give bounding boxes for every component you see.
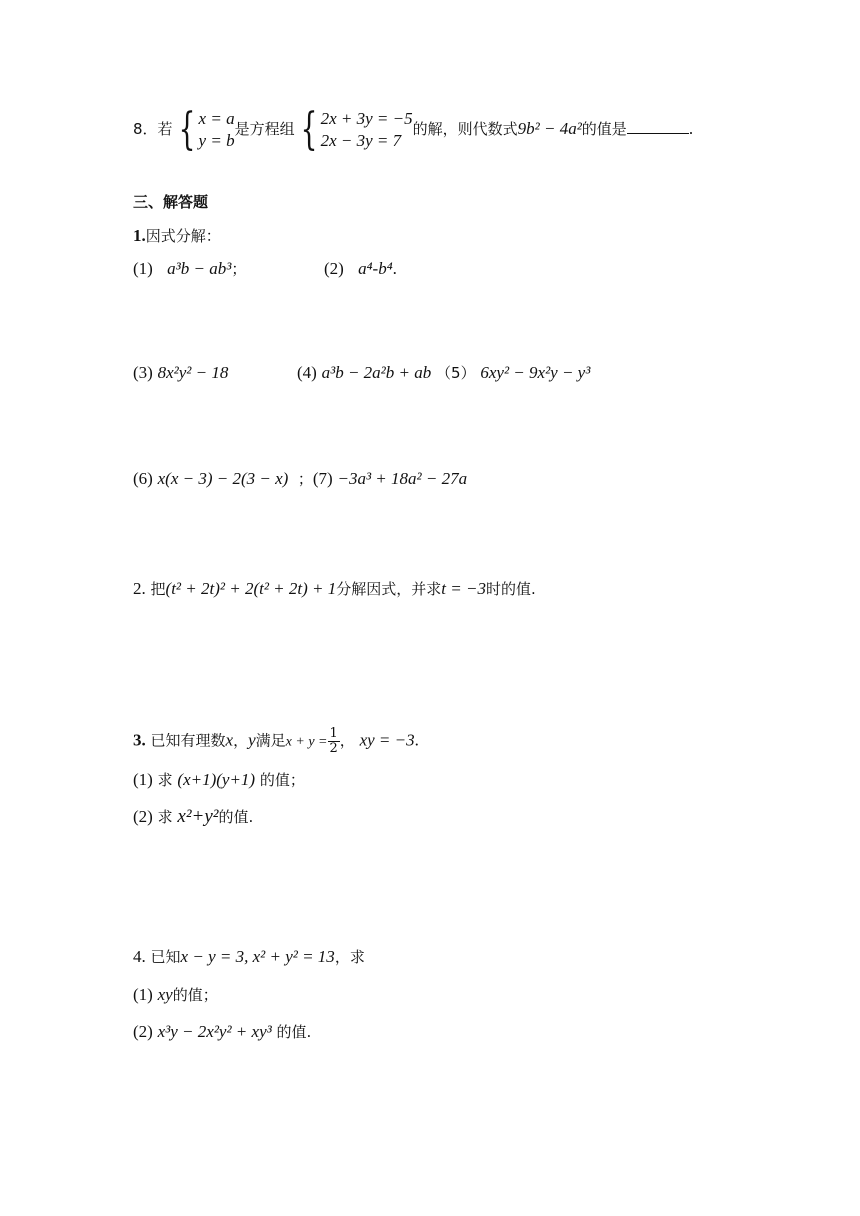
p1-item3-label: (3) [133,363,153,382]
p3-s2-expr: x²+y² [177,806,219,827]
problem-3 [133,727,419,759]
p1-item4-label: (4) [297,363,317,382]
p3-comma: ， [233,731,249,750]
p3-var-y: y [248,730,256,750]
p2-end: 时的值. [485,580,536,598]
p4-cond: x − y = 3, x² + y² = 13 [180,947,335,966]
p1-item6-label: (6) [133,469,153,488]
p3-pre: 已知有理数 [150,731,226,750]
p3-cond2: xy = −3 [359,730,415,750]
q8-expr: 9b² − 4a² [517,119,582,138]
p3-s2-end: 的值. [218,808,254,826]
p3-satisfy: 满足 [255,731,286,750]
p1-row-2b [297,363,590,383]
p1-row-3 [133,469,467,489]
p3-s1-expr: (x+1)(y+1) [177,770,256,789]
p1-item6-expr: x(x − 3) − 2(3 − x) [157,469,289,488]
p2-pre: 把 [150,580,166,598]
p1-item7-expr: −3a³ + 18a² − 27a [337,469,468,488]
p2-label: 2. [133,579,146,598]
p4-s1-expr: xy [157,985,173,1004]
p1-item1-label: (1) [133,259,153,278]
p2-mid: 分解因式，并求 [336,580,442,598]
problem-1-heading [133,226,221,246]
problem-2 [133,579,536,599]
q8-period: . [688,119,694,138]
q8-text-3: 的值是 [581,120,627,138]
q8-solution-system [173,104,235,155]
p3-var-x: x [225,730,234,750]
p1-item2-expr: a⁴-b⁴ [358,259,393,278]
p1-item4-expr: a³b − 2a²b + ab [321,363,432,382]
q8-sol-y: y = b [198,131,235,150]
p4-label: 4. [133,947,146,966]
p1-row-1b [324,259,397,279]
p1-item2-label: (2) [324,259,344,278]
q8-sol-x: x = a [198,109,235,128]
p1-item2-end: . [392,259,397,278]
p3-cond1: x + y = [285,734,328,750]
p3-s2-pre: 求 [157,808,173,826]
p3-frac-num: 1 [329,726,338,741]
p3-comma2: ， [339,731,355,750]
p4-s2-expr: x³y − 2x²y² + xy³ [157,1022,272,1041]
p1-row-2a [133,363,228,383]
q8-eq1: 2x + 3y = −5 [320,109,413,128]
p1-item3-expr: 8x²y² − 18 [157,363,229,382]
q8-eq2: 2x − 3y = 7 [320,131,402,150]
question-8 [133,104,694,158]
p4-s1-label: (1) [133,985,153,1004]
p3-s1-end: 的值； [259,771,305,789]
p1-item6-end: ； [297,470,313,488]
p1-item5-label: （5） [436,364,476,382]
problem-4 [133,947,365,967]
p4-pre: 已知 [150,948,181,966]
section-title: 三、解答题 [133,193,209,211]
p4-s2-end: 的值. [276,1023,312,1041]
p3-s1-pre: 求 [157,771,173,789]
q8-answer-blank [627,119,689,134]
q8-text-2: 的解，则代数式 [412,120,518,138]
p1-item1-expr: a³b − ab³ [167,259,232,278]
p1-row-1 [133,259,246,279]
left-brace-icon: { [178,104,195,155]
p1-label: 1. [133,226,146,245]
p3-label: 3. [133,730,146,750]
p4-sub-2 [133,1022,311,1042]
p4-end: ，求 [334,948,365,966]
q8-equation-system [295,104,413,155]
q8-label: 8．若 [133,120,173,138]
p3-s1-label: (1) [133,770,153,789]
left-brace-icon: { [300,104,317,155]
p3-end: . [414,730,419,750]
p3-sub-2 [133,807,253,827]
p3-s2-label: (2) [133,807,153,826]
p4-s2-label: (2) [133,1022,153,1041]
p3-frac-den: 2 [329,741,338,756]
p2-expr: (t² + 2t)² + 2(t² + 2t) + 1 [165,579,337,598]
p3-fraction [328,727,340,756]
p4-s1-end: 的值； [172,986,218,1004]
p1-item1-end: ； [231,260,247,278]
p1-item5-expr: 6xy² − 9x²y − y³ [480,363,591,382]
p2-cond: t = −3 [441,579,486,598]
p1-item7-label: (7) [312,469,333,488]
q8-text-1: 是方程组 [234,120,295,138]
p4-sub-1 [133,985,218,1005]
p1-title: 因式分解： [145,227,221,245]
p3-sub-1 [133,770,305,790]
